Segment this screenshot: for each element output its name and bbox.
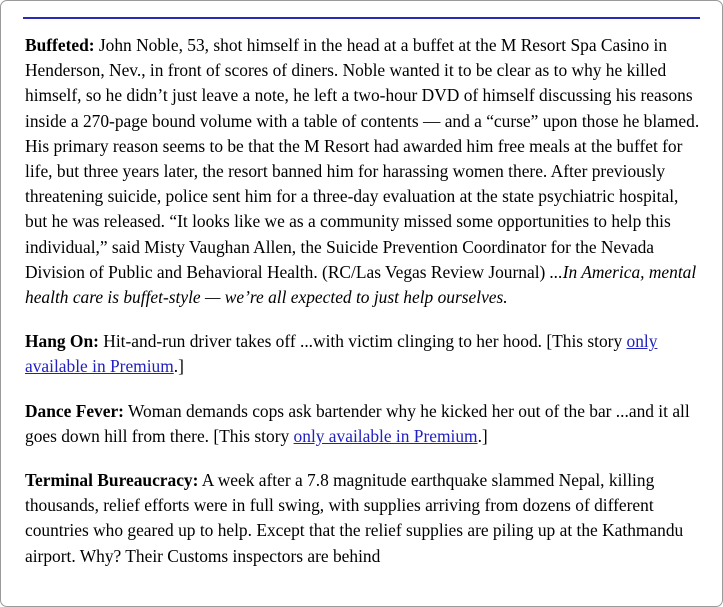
- header-divider: [23, 17, 700, 19]
- story-dance-fever: [25, 399, 700, 449]
- story-text-terminal-bureaucracy: A week after a 7.8 magnitude earthquake slammed Nepal, killing thousands, relief efforts were in full swing, with supplies arriving from dozens of different countries who geared up to help. Except that the relief supplies are piling up at the Kathmandu airport. Why? Their Customs inspectors are behind: [25, 470, 684, 566]
- story-lead-dance-fever: Dance Fever:: [25, 400, 124, 421]
- story-terminal-bureaucracy: [25, 468, 700, 569]
- premium-link-dance-fever[interactable]: only available in Premium: [293, 425, 478, 446]
- story-buffeted: [25, 33, 700, 310]
- story-text-buffeted: John Noble, 53, shot himself in the head at a buffet at the M Resort Spa Casino in Henderson, Nev., in front of scores of diners. Noble wanted it to be clear as to why he killed himself, so he didn’t just leave a note, he left a two-hour DVD of himself discussing his reasons inside a 270-page bound volume with a table of contents — and a “curse” upon those he blamed. His primary reason seems to be that the M Resort had awarded him free meals at the buffet for life, but three years later, the resort banned him for harassing women there. After previously threatening suicide, police sent him for a three-day evaluation at the state psychiatric hospital, but he was released. “It looks like we as a community missed some opportunities to help this individual,” said Misty Vaughan Allen, the Suicide Prevention Coordinator for the Nevada Division of Public and Behavioral Health. (RC/Las Vegas Review Journal): [25, 35, 700, 282]
- premium-link-hang-on[interactable]: only available in Premium: [25, 331, 658, 377]
- story-text-dance-fever-end: .]: [477, 425, 488, 446]
- story-lead-buffeted: Buffeted:: [25, 35, 95, 55]
- story-text-dance-fever: Woman demands cops ask bartender why he kicked her out of the bar ...and it all goes down hill from there. [This story: [25, 400, 690, 446]
- story-lead-hang-on: Hang On:: [25, 331, 99, 352]
- story-comment-buffeted: ...In America, mental health care is buffet-style — we’re all expected to just help ourselves.: [25, 261, 697, 308]
- story-text-hang-on-end: .]: [173, 356, 184, 377]
- story-lead-terminal-bureaucracy: Terminal Bureaucracy:: [25, 470, 199, 491]
- story-hang-on: [25, 329, 700, 379]
- article-body: [25, 33, 700, 569]
- story-text-hang-on: Hit-and-run driver takes off ...with victim clinging to her hood. [This story: [98, 331, 627, 352]
